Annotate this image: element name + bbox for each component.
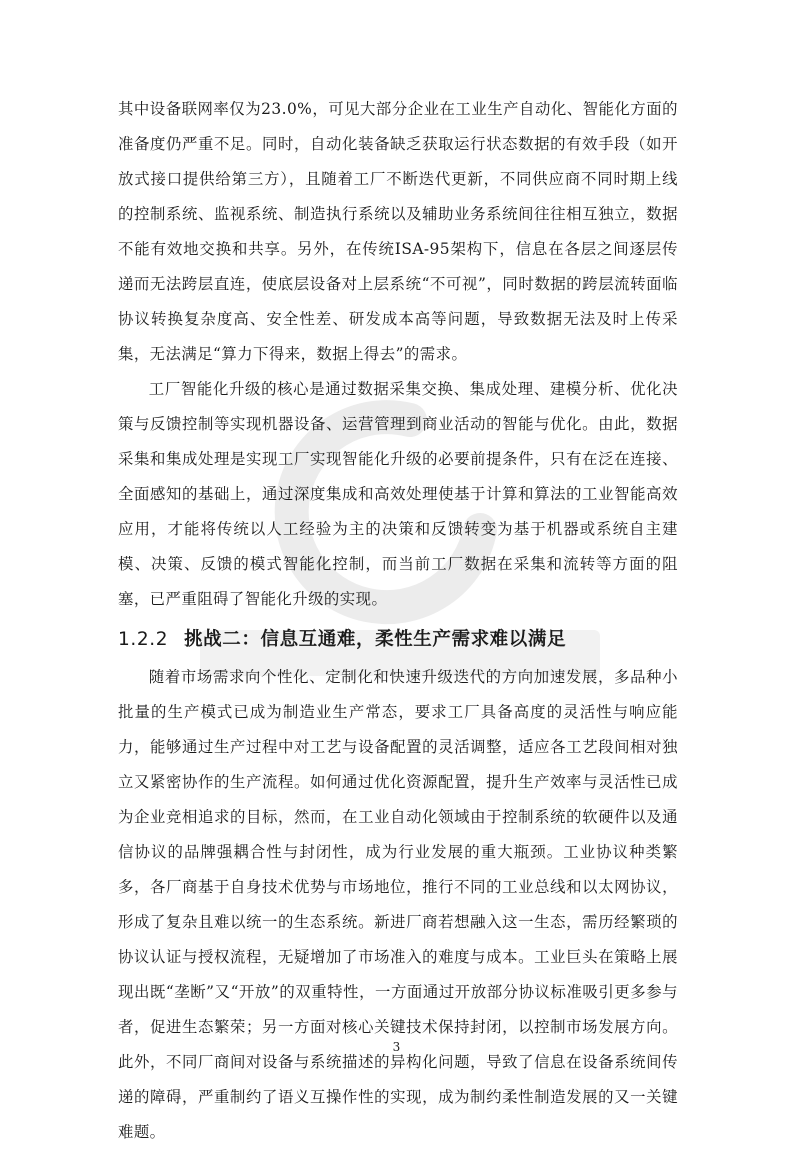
paragraph-1: 其中设备联网率仅为23.0%，可见大部分企业在工业生产自动化、智能化方面的准备度仍严重不足。同时，自动化装备缺乏获取运行状态数据的有效手段（如开放式接口提供给第三方），且随着工厂不断迭代更新，不同供应商不同时期上线的控制系统、监视系统、制造执行系统以及辅助业务系统间往往相互独立，数据不能有效地交换和共享。另外，在传统ISA-95架构下，信息在各层之间逐层传递而无法跨层直连，使底层设备对上层系统“不可视”，同时数据的跨层流转面临协议转换复杂度高、安全性差、研发成本高等问题，导致数据无法及时上传采集，无法满足“算力下得来，数据上得去”的需求。	[118, 100, 678, 363]
page-number: 3	[392, 1040, 401, 1054]
paragraph-2: 工厂智能化升级的核心是通过数据采集交换、集成处理、建模分析、优化决策与反馈控制等实现机器设备、运营管理到商业活动的智能与优化。由此，数据采集和集成处理是实现工厂实现智能化升级的必要前提条件，只有在泛在连接、全面感知的基础上，通过深度集成和高效处理使基于计算和算法的工业智能高效应用，才能将传统以人工经验为主的决策和反馈转变为基于机器或系统自主建模、决策、反馈的模式智能化控制，而当前工厂数据在采集和流转等方面的阻塞，已严重阻碍了智能化升级的实现。	[118, 380, 678, 608]
document-page	[118, 92, 678, 1150]
paragraph-3: 随着市场需求向个性化、定制化和快速升级迭代的方向加速发展，多品种小批量的生产模式已成为制造业生产常态，要求工厂具备高度的灵活性与响应能力，能够通过生产过程中对工艺与设备配置的灵活调整，适应各工艺段间相对独立又紧密协作的生产流程。如何通过优化资源配置，提升生产效率与灵活性已成为企业竞相追求的目标，然而，在工业自动化领域由于控制系统的软硬件以及通信协议的品牌强耦合性与封闭性，成为行业发展的重大瓶颈。工业协议种类繁多，各厂商基于自身技术优势与市场地位，推行不同的工业总线和以太网协议，形成了复杂且难以统一的生态系统。新进厂商若想融入这一生态，需历经繁琐的协议认证与授权流程，无疑增加了市场准入的难度与成本。工业巨头在策略上展现出既“垄断”又“开放”的双重特性，一方面通过开放部分协议标准吸引更多参与者，促进生态繁荣；另一方面对核心关键技术保持封闭，以控制市场发展方向。此外，不同厂商间对设备与系统描述的异构化问题，导致了信息在设备系统间传递的障碍，严重制约了语义互操作性的实现，成为制约柔性制造发展的又一关键难题。	[118, 668, 678, 1141]
section-title: 挑战二：信息互通难，柔性生产需求难以满足	[184, 629, 567, 650]
section-heading	[118, 620, 678, 660]
section-number: 1.2.2	[118, 629, 169, 650]
